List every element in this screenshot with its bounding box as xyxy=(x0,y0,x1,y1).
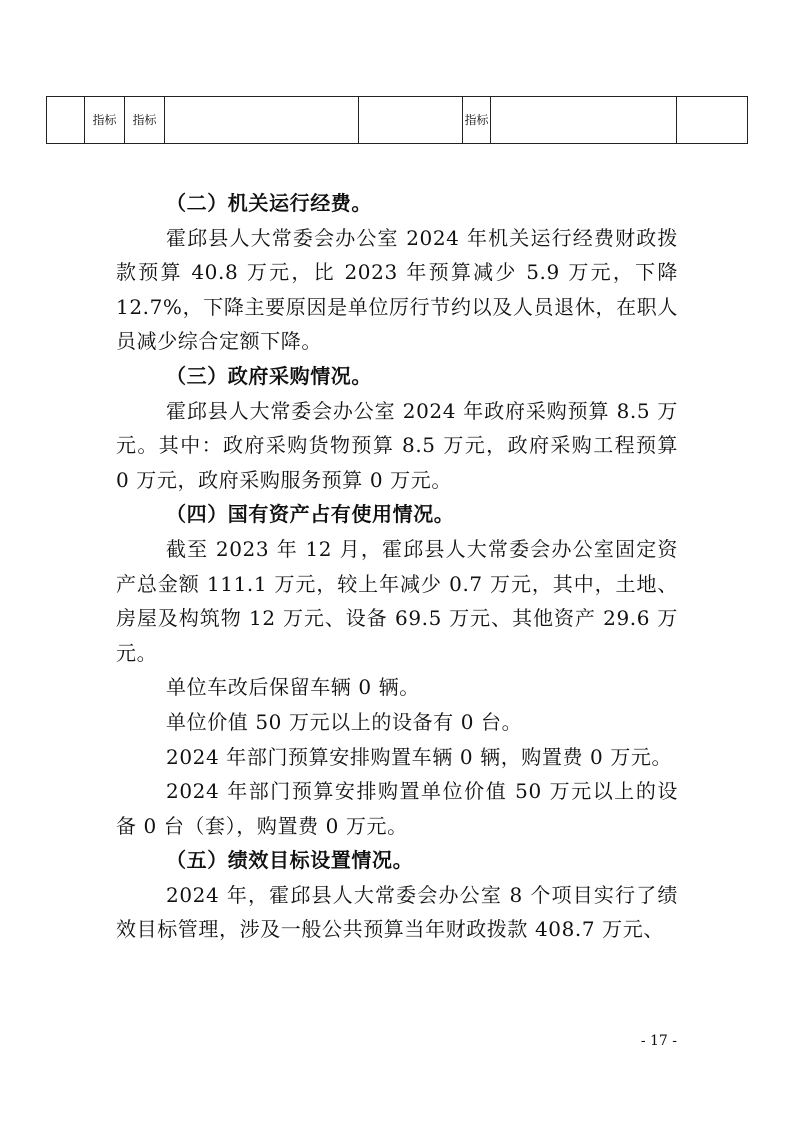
paragraph: 霍邱县人大常委会办公室 2024 年机关运行经费财政拨款预算 40.8 万元，比 2023 年预算减少 5.9 万元，下降 12.7%，下降主要原因是单位厉行节约以及人员退休，在职人员减少综合定额下降。 xyxy=(116,225,678,354)
paragraph: 2024 年部门预算安排购置车辆 0 辆，购置费 0 万元。 xyxy=(166,744,673,769)
table-cell xyxy=(165,97,359,144)
paragraph: 单位价值 50 万元以上的设备有 0 台。 xyxy=(166,709,523,734)
table-cell xyxy=(677,97,748,144)
paragraph: 霍邱县人大常委会办公室 2024 年政府采购预算 8.5 万元。其中：政府采购货物预算 8.5 万元，政府采购工程预算 0 万元，政府采购服务预算 0 万元。 xyxy=(116,398,678,492)
section-heading: （二）机关运行经费。 xyxy=(166,191,372,215)
document-body xyxy=(116,186,678,947)
paragraph: 2024 年，霍邱县人大常委会办公室 8 个项目实行了绩效目标管理，涉及一般公共预算当年财政拨款 408.7 万元、 xyxy=(116,882,678,942)
section-heading: （五）绩效目标设置情况。 xyxy=(166,848,414,873)
paragraph: 2024 年部门预算安排购置单位价值 50 万元以上的设备 0 台（套），购置费 0 万元。 xyxy=(116,779,678,838)
paragraph: 单位车改后保留车辆 0 辆。 xyxy=(166,675,420,700)
table-cell: 指标 xyxy=(85,97,125,144)
table-cell xyxy=(491,97,677,144)
paragraph: 截至 2023 年 12 月，霍邱县人大常委会办公室固定资产总金额 111.1 万元，较上年减少 0.7 万元，其中，土地、房屋及构筑物 12 万元、设备 69.5 万元、其他资产 29.6 万元。 xyxy=(116,536,678,665)
section-heading: （三）政府采购情况。 xyxy=(166,363,372,388)
table-cell: 指标 xyxy=(125,97,165,144)
page-number: - 17 - xyxy=(640,1033,677,1049)
section-heading: （四）国有资产占有使用情况。 xyxy=(166,502,455,527)
table-row xyxy=(47,97,748,144)
indicator-table-fragment xyxy=(46,96,748,144)
table-cell xyxy=(359,97,463,144)
table-cell: 指标 xyxy=(463,97,491,144)
table-cell xyxy=(47,97,85,144)
